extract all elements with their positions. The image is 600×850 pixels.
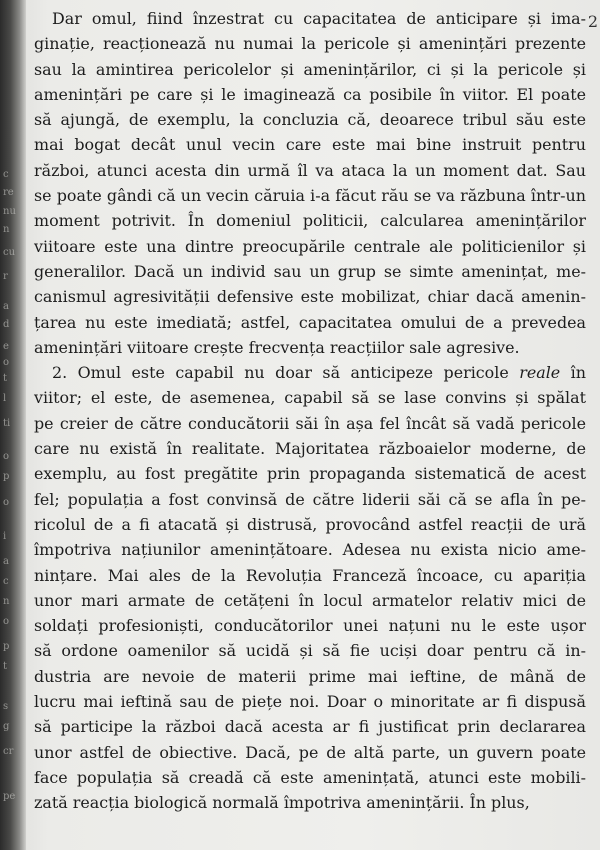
text-line: viitor; el este, de asemenea, capabil să se lase convins și spălat [34,388,586,408]
text-line: împotriva națiunilor amenințătoare. Adesea nu exista nicio ame- [34,540,586,560]
text-line: care nu există în realitate. Majoritatea războaielor moderne, de [34,439,586,459]
text-line: amenințări pe care și le imaginează ca posibile în viitor. El poate [34,84,586,104]
text-line: Dar omul, fiind înzestrat cu capacitatea de anticipare și ima- [52,9,586,28]
margin-fragment: pe [3,791,16,802]
text-line: lucru mai ieftină sau de piețe noi. Doar o minoritate ar fi dispusă [34,692,586,712]
text-line: mai bogat decât unul vecin care este mai bine instruit pentru [34,135,586,155]
margin-fragment: c [3,169,9,180]
margin-fragment: cu [3,247,16,258]
margin-fragment: e [3,341,9,352]
margin-fragment: re [3,187,14,198]
text-line: pe creier de către conducătorii săi în așa fel încât să vadă pericole [34,413,586,433]
text-line: să participe la război dacă acesta ar fi justificat prin declararea [34,717,586,737]
margin-fragment: a [3,556,9,567]
margin-fragment: r [3,271,8,282]
margin-fragment: p [3,641,10,652]
margin-fragment: o [3,451,10,462]
text-line: țarea nu este imediată; astfel, capacitatea omului de a prevedea [34,312,586,332]
margin-fragment: cr [3,746,14,757]
text-line: sau la amintirea pericolelor și amenințărilor, ci și la pericole și [34,59,586,79]
margin-fragment: s [3,701,9,712]
margin-fragment: g [3,721,10,732]
text-line: amenințări viitoare crește frecvența reacțiilor sale agresive. [34,337,520,357]
text-line: dustria are nevoie de materii prime mai ieftine, de mână de [34,666,586,686]
margin-fragment: o [3,357,10,368]
text-line: ginație, reacționează nu numai la pericole și amenințări prezente [34,34,586,54]
page-number: 2 [587,12,598,31]
margin-fragment: p [3,471,10,482]
margin-fragment: o [3,616,10,627]
text-line: viitoare este una dintre preocupările centrale ale politicienilor și [34,236,586,256]
margin-fragment: n [3,224,10,235]
margin-fragment: d [3,319,10,330]
text-line: unor mari armate de cetățeni în locul armatelor relativ mici de [34,590,586,610]
text-line: se poate gândi că un vecin căruia i-a făcut rău se va răzbuna într-un [34,186,586,206]
margin-fragment: ti [3,418,11,429]
text-line: să ajungă, de exemplu, la concluzia că, deoarece tribul său este [34,110,586,130]
margin-fragment: c [3,576,9,587]
margin-fragment: a [3,301,9,312]
text-line: generalilor. Dacă un individ sau un grup se simte amenințat, me- [34,261,586,281]
text-line: soldați profesioniști, conducătorilor unei națuni nu le este ușor [34,616,586,636]
margin-fragment: nu [3,206,16,217]
text-line: exemplu, au fost pregătite prin propaganda sistematică de acest [34,464,586,484]
text-line: ricolul de a fi atacată și distrusă, provocând astfel reacții de ură [34,514,586,534]
text-line: moment potrivit. În domeniul politicii, calcularea amenințărilor [34,211,586,231]
text-line: canismul agresivității defensive este mobilizat, chiar dacă amenin- [34,287,586,307]
text-line: nințare. Mai ales de la Revoluția Franceză încoace, cu apariția [34,565,586,585]
margin-fragment: i [3,531,7,542]
text-line: să ordone oamenilor să ucidă și să fie uciși doar pentru că in- [34,641,586,661]
margin-fragment: o [3,497,10,508]
margin-fragment: l [3,393,7,404]
text-line: face populația să creadă că este amenințată, atunci este mobili- [34,767,586,787]
body-text [34,6,586,816]
margin-fragment: t [3,661,8,672]
text-line: zată reacția biologică normală împotriva amenințării. În plus, [34,793,530,813]
text-line: fel; populația a fost convinsă de către liderii săi că se afla în pe- [34,489,586,509]
text-line: unor astfel de obiective. Dacă, pe de altă parte, un guvern poate [34,742,586,762]
text-line: război, atunci acesta din urmă îl va ataca la un moment dat. Sau [34,160,586,180]
text-line: 2. Omul este capabil nu doar să anticipeze pericole reale în [52,363,586,383]
margin-fragment: t [3,373,8,384]
margin-fragment: n [3,596,10,607]
